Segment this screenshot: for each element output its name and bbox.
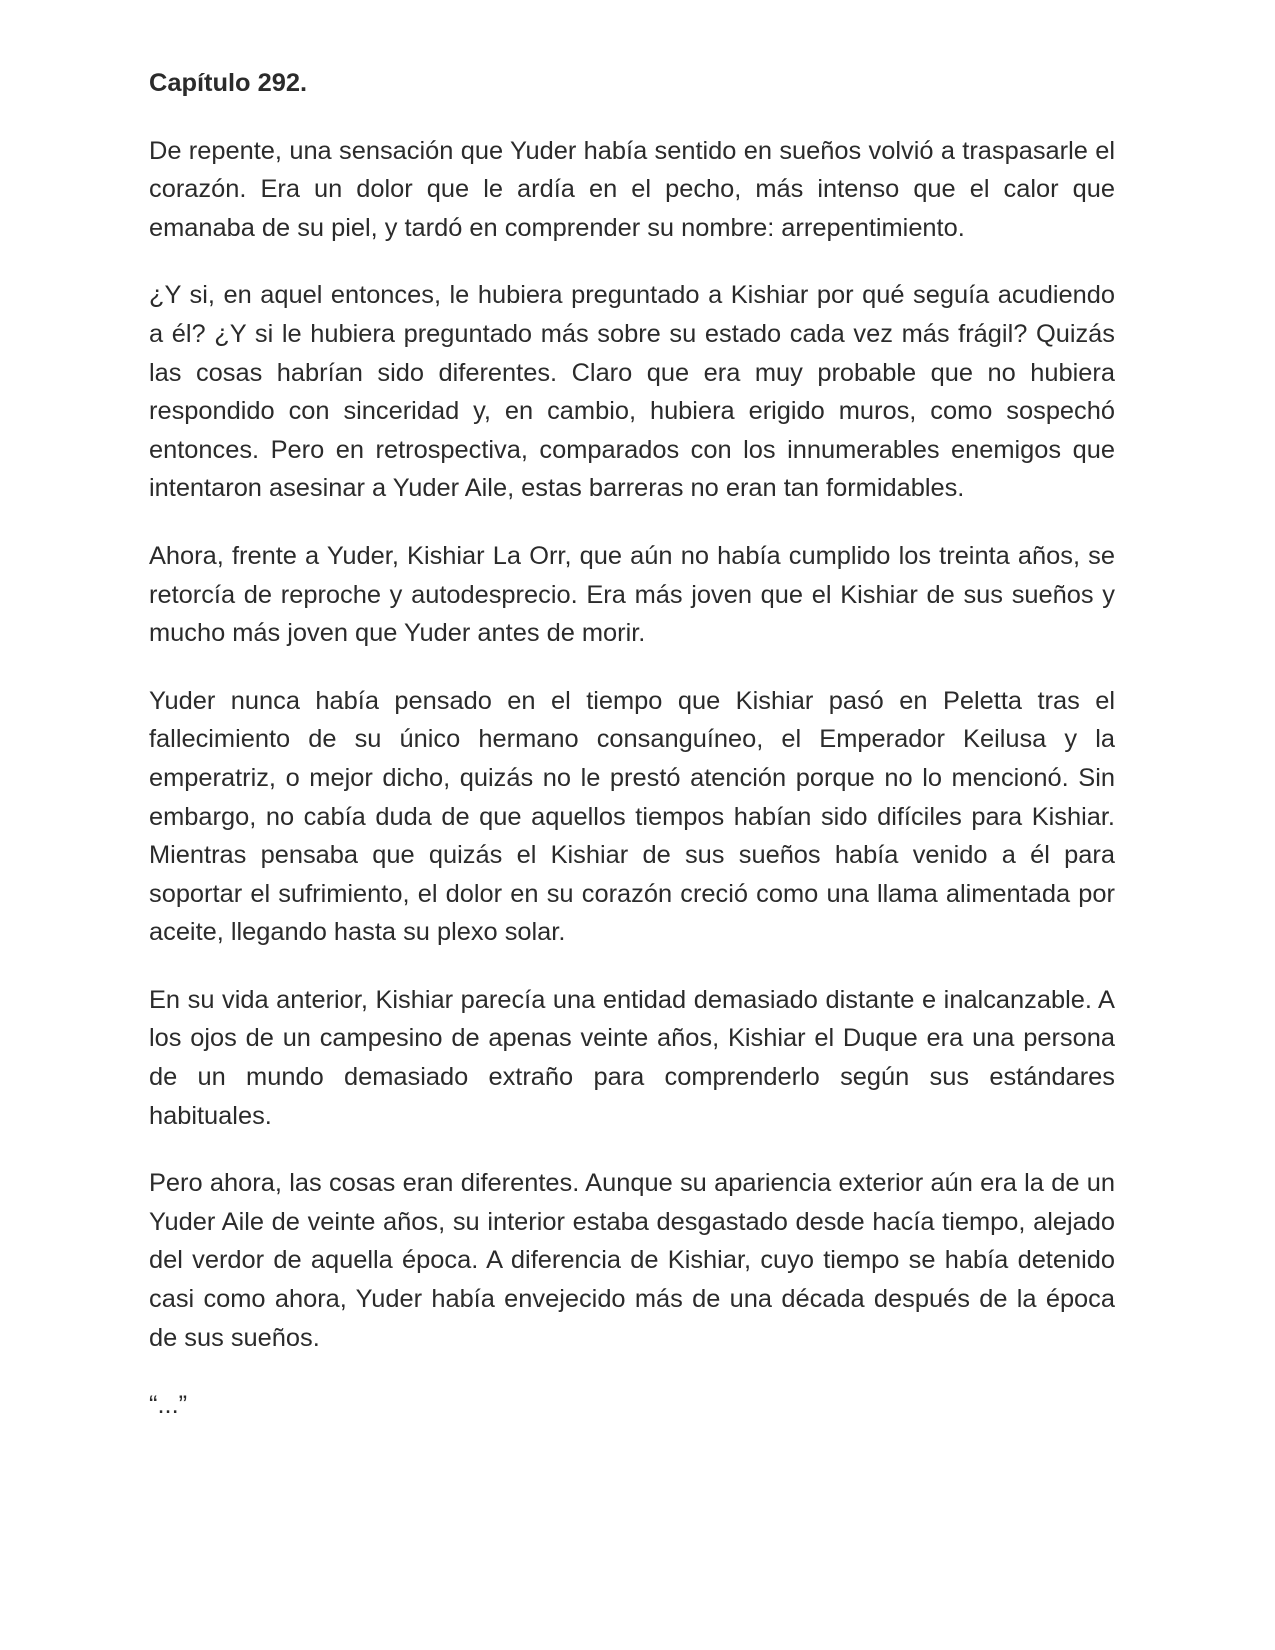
paragraph: ¿Y si, en aquel entonces, le hubiera preguntado a Kishiar por qué seguía acudiendo a él? ¿Y si le hubiera preguntado más sobre su estado cada vez más frágil? Quizás las cosas habrían sido diferentes. Claro que era muy probable que no hubiera respondido con sinceridad y, en cambio, hubiera erigido muros, como sospechó entonces. Pero en retrospectiva, comparados con los innumerables enemigos que intentaron asesinar a Yuder Aile, estas barreras no eran tan formidables. [149, 281, 1115, 503]
paragraph: De repente, una sensación que Yuder había sentido en sueños volvió a traspasarle el corazón. Era un dolor que le ardía en el pecho, más intenso que el calor que emanaba de su piel, y tardó en comprender su nombre: arrepentimiento. [149, 136, 1115, 242]
document-page [149, 64, 1115, 1454]
chapter-title: Capítulo 292. [149, 69, 308, 97]
dialogue-ellipsis: “...” [149, 1391, 188, 1420]
paragraph: Pero ahora, las cosas eran diferentes. Aunque su apariencia exterior aún era la de un Yuder Aile de veinte años, su interior estaba desgastado desde hacía tiempo, alejado del verdor de aquella época. A diferencia de Kishiar, cuyo tiempo se había detenido casi como ahora, Yuder había envejecido más de una década después de la época de sus sueños. [149, 1169, 1115, 1352]
paragraph: En su vida anterior, Kishiar parecía una entidad demasiado distante e inalcanzable. A los ojos de un campesino de apenas veinte años, Kishiar el Duque era una persona de un mundo demasiado extraño para comprenderlo según sus estándares habituales. [149, 985, 1115, 1130]
paragraph: Ahora, frente a Yuder, Kishiar La Orr, que aún no había cumplido los treinta años, se retorcía de reproche y autodesprecio. Era más joven que el Kishiar de sus sueños y mucho más joven que Yuder antes de morir. [149, 541, 1115, 648]
paragraph: Yuder nunca había pensado en el tiempo que Kishiar pasó en Peletta tras el fallecimiento de su único hermano consanguíneo, el Emperador Keilusa y la emperatriz, o mejor dicho, quizás no le prestó atención porque no lo mencionó. Sin embargo, no cabía duda de que aquellos tiempos habían sido difíciles para Kishiar. Mientras pensaba que quizás el Kishiar de sus sueños había venido a él para soportar el sufrimiento, el dolor en su corazón creció como una llama alimentada por aceite, llegando hasta su plexo solar. [149, 686, 1115, 947]
